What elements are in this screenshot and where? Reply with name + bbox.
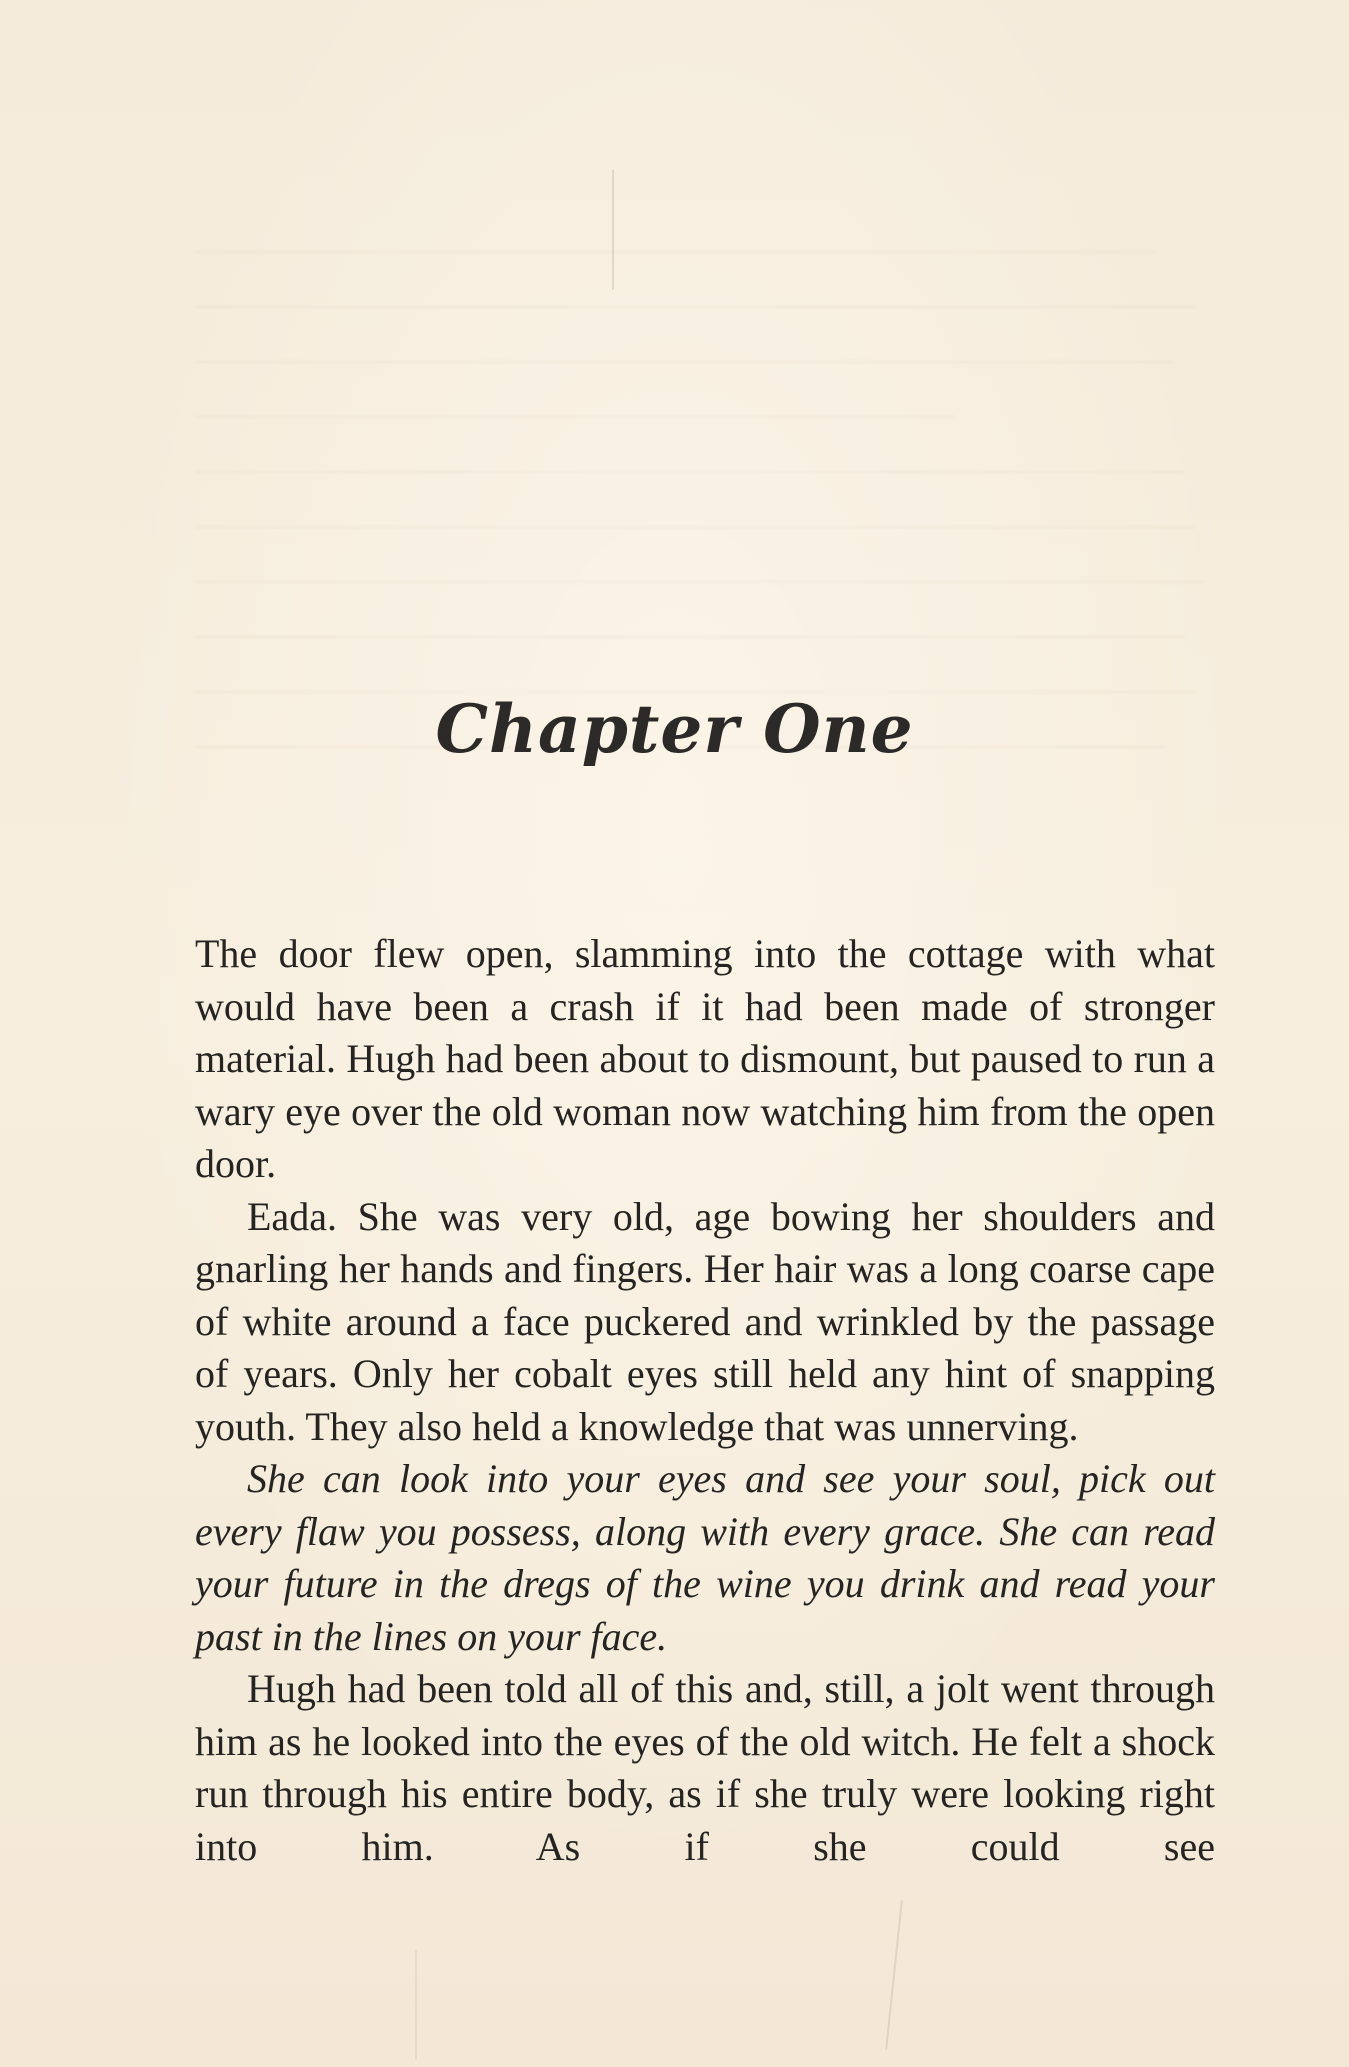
italic-paragraph: She can look into your eyes and see your soul, pick out every flaw you possess, along with every grace. She can read your future in the dregs of the wine you drink and read your past in the lines on your face.: [195, 1456, 1215, 1659]
paragraph: Hugh had been told all of this and, still, a jolt went through him as he looked into the eyes of the old witch. He felt a shock run through his entire body, as if she truly were looking right into him. As if she could see: [195, 1666, 1215, 1869]
paper-mark: [612, 170, 614, 290]
chapter-title: Chapter One: [435, 690, 914, 768]
chapter-body: [195, 928, 1215, 1873]
paper-mark: [415, 1950, 417, 2060]
paragraph: Eada. She was very old, age bowing her shoulders and gnarling her hands and fingers. Her hair was a long coarse cape of white around a face puckered and wrinkled by the passage of years. Only her cobalt eyes still held any hint of snapping youth. They also held a knowledge that was unnerving.: [195, 1193, 1215, 1449]
paper-mark: [885, 1900, 902, 2049]
paragraph: The door flew open, slamming into the cottage with what would have been a crash if it had been made of stronger material. Hugh had been about to dismount, but paused to run a wary eye over the old woman now watching him from the open door.: [195, 931, 1215, 1186]
